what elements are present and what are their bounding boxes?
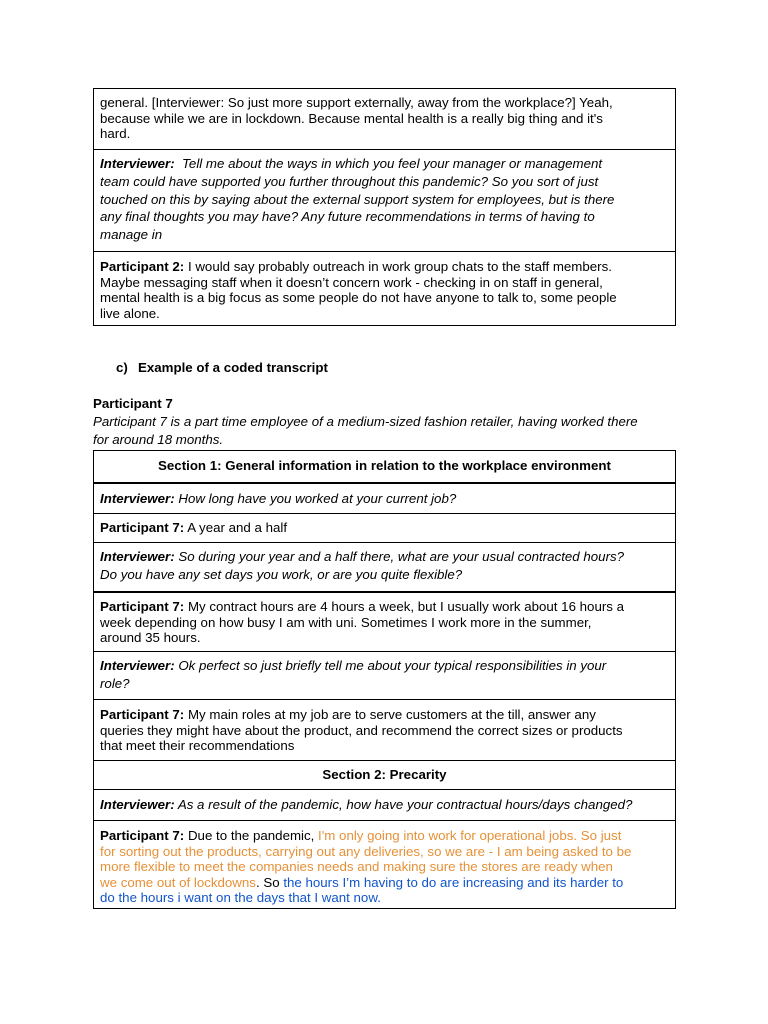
coded-text-hours: do the hours i want on the days that I want now. [100,890,381,906]
participant-description [93,413,693,449]
coded-text-operational: we come out of lockdowns [100,874,256,890]
coded-text-operational: I'm only going into work for operational jobs. So just [318,828,622,843]
transcript-table-top [93,88,676,326]
text-line: So during your year and a half there, what are your usual contracted hours? [174,549,625,564]
text-line: touched on this by saying about the external support system for employees, but is there [100,191,615,207]
text-line: week depending on how busy I am with uni. Sometimes I work more in the summer, [100,614,592,630]
text-line: Participant 7 is a part time employee of a medium-sized fashion retailer, having worked there [93,414,638,429]
text-line: queries they might have about the product, and recommend the correct sizes or products [100,722,623,738]
speaker-label: Interviewer: [100,549,175,564]
text-line: mental health is a big focus as some people do not have anyone to talk to, some people [100,290,617,306]
coded-text-hours: the hours I’m having to do are increasing and its harder to [283,874,624,890]
text-line: I would say probably outreach in work group chats to the staff members. [184,259,612,274]
speaker-label: Interviewer: [100,797,175,812]
coded-transcript-table [93,450,676,909]
text-line: Tell me about the ways in which you feel your manager or management [174,156,603,171]
text-line: manage in [100,227,163,243]
text-line: hard. [100,126,131,142]
text-line: that meet their recommendations [100,738,295,754]
interviewer-row [94,482,675,513]
speaker-label: Interviewer: [100,491,175,506]
transcript-row [94,89,675,149]
text-line: How long have you worked at your current job? [174,491,457,506]
speaker-label: Participant 7: [100,828,185,843]
text-line: Due to the pandemic, [184,828,319,843]
speaker-label: Participant 7: [100,599,185,614]
section-header-row [94,760,675,789]
participant-row [94,591,675,651]
text-line: Do you have any set days you work, or are you quite flexible? [100,566,463,582]
interviewer-row [94,149,675,251]
interviewer-row [94,651,675,699]
participant-row-coded [94,820,675,908]
text-line: A year and a half [184,520,288,535]
speaker-label: Interviewer: [100,156,175,171]
text-line: . So [255,874,284,890]
participant-row [94,513,675,542]
text-line: My contract hours are 4 hours a week, but I usually work about 16 hours a [184,599,625,614]
section-title: Section 2: Precarity [322,767,447,782]
speaker-label: Participant 7: [100,520,185,535]
list-marker: c) [116,360,128,375]
text-line: Maybe messaging staff when it doesn’t concern work - checking in on staff in general, [100,274,603,290]
interviewer-row [94,789,675,820]
text-line: around 35 hours. [100,630,201,646]
heading-text: Example of a coded transcript [138,360,328,375]
text-line: As a result of the pandemic, how have your contractual hours/days changed? [174,797,633,812]
text-line: live alone. [100,305,160,321]
coded-text-operational: more flexible to meet the companies needs and making sure the stores are ready when [100,859,613,875]
text-line: because while we are in lockdown. Because mental health is a really big thing and it's [100,110,603,126]
participant-row [94,251,675,325]
text-line: role? [100,675,130,691]
section-title: Section 1: General information in relation to the workplace environment [158,458,611,473]
participant-row [94,699,675,760]
participant-title: Participant 7 [93,396,173,411]
text-line: general. [Interviewer: So just more support externally, away from the workplace?] Yeah, [100,95,613,110]
coded-text-operational: for sorting out the products, carrying out any deliveries, so we are - I am being asked to be [100,843,632,859]
speaker-label: Participant 2: [100,259,185,274]
text-line: any final thoughts you may have? Any future recommendations in terms of having to [100,209,595,225]
interviewer-row [94,542,675,591]
text-line: My main roles at my job are to serve customers at the till, answer any [184,707,596,722]
text-line: Ok perfect so just briefly tell me about your typical responsibilities in your [174,658,607,673]
text-line: for around 18 months. [93,431,224,447]
speaker-label: Interviewer: [100,658,175,673]
text-line: team could have supported you further throughout this pandemic? So you sort of just [100,173,599,189]
section-heading [116,360,328,375]
section-header-row [94,451,675,482]
speaker-label: Participant 7: [100,707,185,722]
